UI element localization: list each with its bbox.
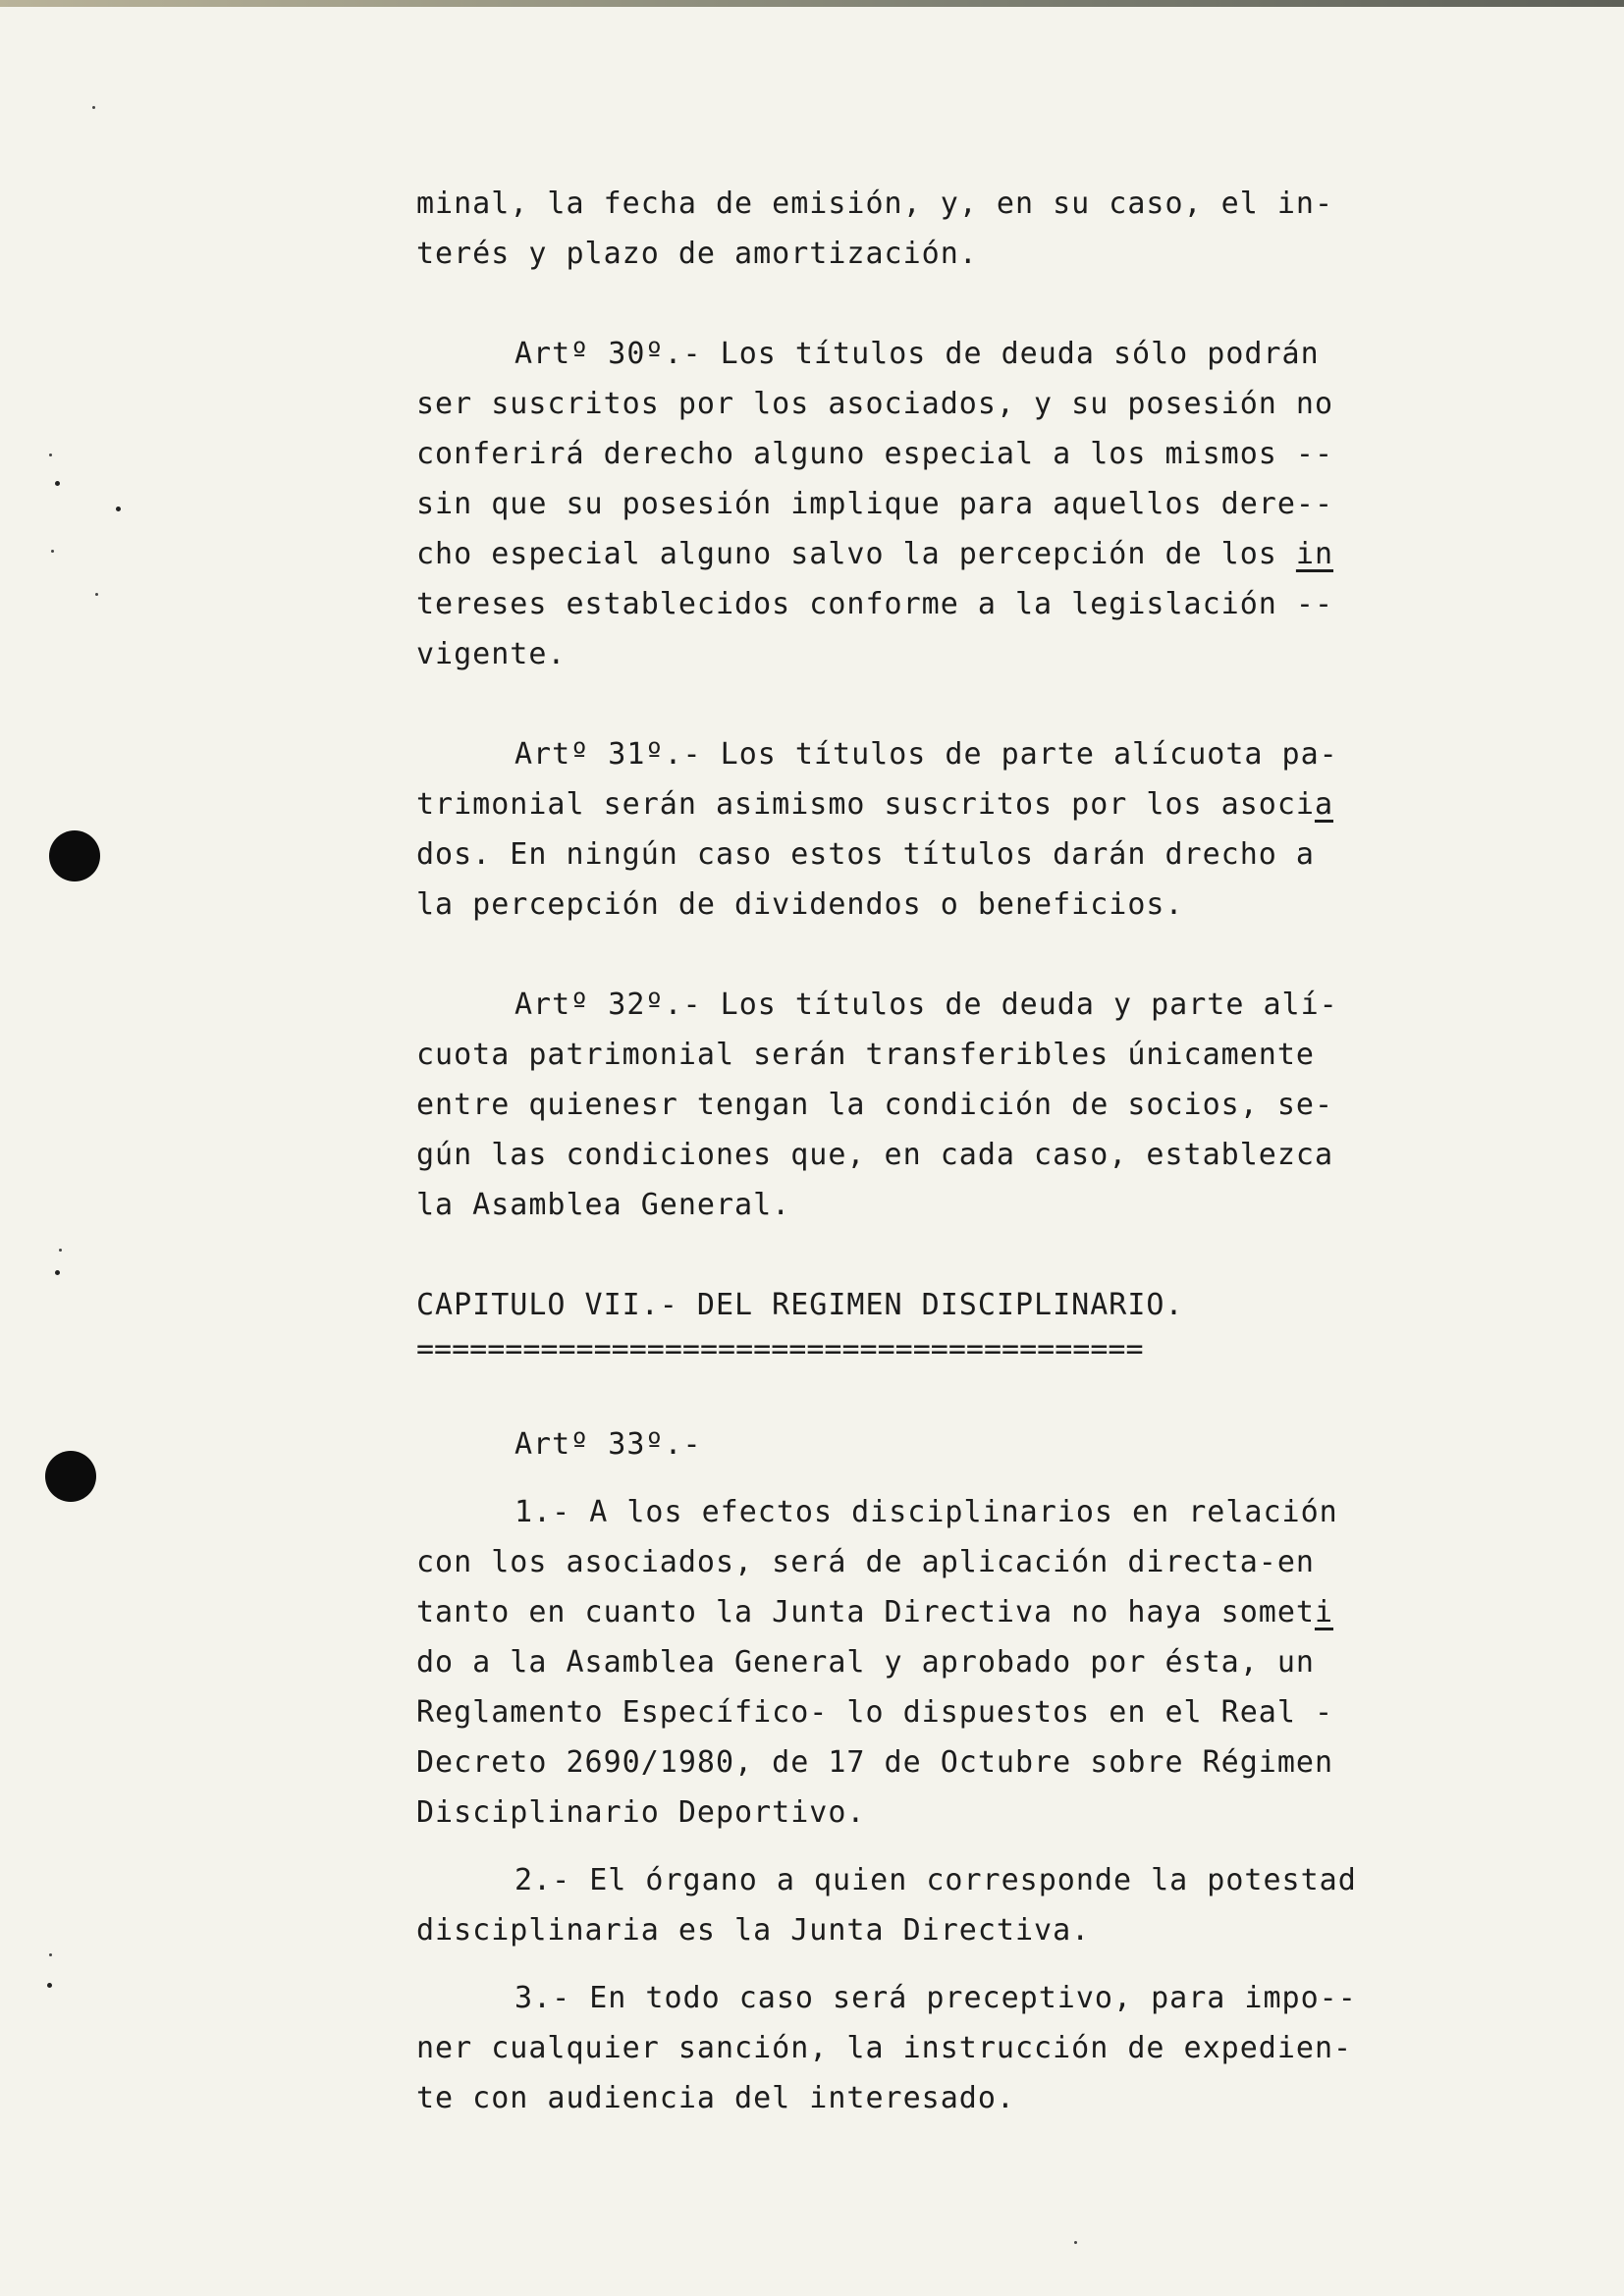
article-33-item-2	[416, 1855, 1418, 1955]
punch-hole-top	[49, 830, 100, 881]
punch-hole-bottom	[45, 1451, 96, 1502]
text-line: conferirá derecho alguno especial a los mismos --	[416, 437, 1334, 471]
article-30	[416, 329, 1418, 679]
scan-speck	[51, 550, 54, 553]
scan-speck	[49, 454, 52, 456]
scan-speck	[1074, 2241, 1077, 2244]
text-line: entre quienesr tengan la condición de socios, se-	[416, 1088, 1334, 1122]
article-33-title: Artº 33º.-	[514, 1427, 702, 1462]
text-line: 1.- A los efectos disciplinarios en relación	[514, 1495, 1338, 1529]
text-fragment: cho especial alguno salvo la percepción de los	[416, 537, 1296, 571]
text-line-with-underline	[416, 1587, 1418, 1637]
article-32	[416, 980, 1418, 1230]
text-fragment: tanto en cuanto la Junta Directiva no haya somet	[416, 1595, 1315, 1629]
paragraph-continuation	[416, 179, 1418, 279]
text-line: la Asamblea General.	[416, 1188, 791, 1222]
article-31-title-line: Artº 31º.- Los títulos de parte alícuota pa-	[514, 737, 1338, 772]
text-fragment: trimonial serán asimismo suscritos por los asoci	[416, 787, 1315, 822]
text-line: terés y plazo de amortización.	[416, 237, 978, 271]
text-line: ser suscritos por los asociados, y su posesión no	[416, 387, 1334, 421]
chapter-double-rule: =========================================	[416, 1332, 1144, 1366]
text-line: con los asociados, será de aplicación directa-en	[416, 1545, 1315, 1579]
text-line: vigente.	[416, 637, 567, 671]
underlined-fragment: a	[1314, 787, 1334, 822]
text-line: te con audiencia del interesado.	[416, 2081, 1015, 2115]
text-line: Disciplinario Deportivo.	[416, 1795, 866, 1830]
article-33	[416, 1419, 1418, 1469]
text-line: tereses establecidos conforme a la legislación --	[416, 587, 1334, 621]
article-30-title-line: Artº 30º.- Los títulos de deuda sólo podrán	[514, 337, 1320, 371]
text-line: dos. En ningún caso estos títulos darán drecho a	[416, 837, 1315, 872]
article-32-title-line: Artº 32º.- Los títulos de deuda y parte alí-	[514, 988, 1338, 1022]
text-line: Decreto 2690/1980, de 17 de Octubre sobre Régimen	[416, 1745, 1334, 1780]
article-33-item-1	[416, 1487, 1418, 1838]
underlined-fragment: i	[1314, 1595, 1334, 1629]
text-line: disciplinaria es la Junta Directiva.	[416, 1913, 1091, 1948]
text-line-with-underline	[416, 779, 1418, 829]
scan-speck	[95, 593, 98, 596]
text-line: Reglamento Específico- lo dispuestos en el Real -	[416, 1695, 1334, 1730]
article-33-item-3	[416, 1973, 1418, 2123]
scan-speck	[49, 1953, 52, 1956]
text-line: 2.- El órgano a quien corresponde la potestad	[514, 1863, 1357, 1897]
text-line: cuota patrimonial serán transferibles únicamente	[416, 1038, 1315, 1072]
scan-speck	[116, 507, 121, 511]
scan-speck	[59, 1249, 62, 1252]
scan-speck	[55, 481, 60, 486]
text-line: gún las condiciones que, en cada caso, establezca	[416, 1138, 1334, 1172]
text-line: do a la Asamblea General y aprobado por ésta, un	[416, 1645, 1315, 1680]
article-31	[416, 729, 1418, 930]
chapter-heading-block	[416, 1280, 1418, 1369]
scan-speck	[92, 106, 95, 109]
underlined-fragment: in	[1295, 537, 1334, 571]
text-line: minal, la fecha de emisión, y, en su caso, el in-	[416, 187, 1334, 221]
scan-speck	[47, 1983, 52, 1988]
document-body	[416, 179, 1418, 2123]
text-line-with-underline	[416, 529, 1418, 579]
text-line: ner cualquier sanción, la instrucción de expedien-	[416, 2031, 1353, 2065]
text-line: la percepción de dividendos o beneficios.	[416, 887, 1184, 922]
chapter-heading: CAPITULO VII.- DEL REGIMEN DISCIPLINARIO.	[416, 1288, 1184, 1322]
text-line: sin que su posesión implique para aquellos dere--	[416, 487, 1334, 521]
text-line: 3.- En todo caso será preceptivo, para impo--	[514, 1981, 1357, 2015]
scan-edge-strip	[0, 0, 1624, 7]
scan-speck	[55, 1270, 60, 1275]
